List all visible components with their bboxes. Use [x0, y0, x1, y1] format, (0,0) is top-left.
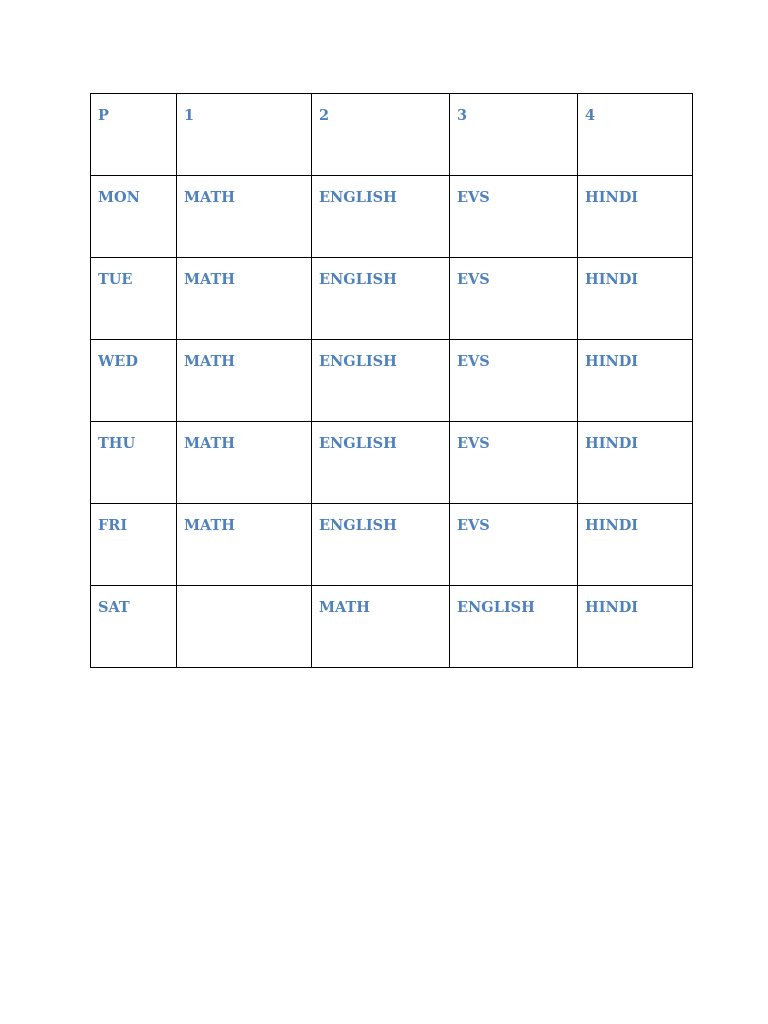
subject-cell: EVS [450, 504, 578, 586]
day-cell: SAT [91, 586, 177, 668]
subject-cell: EVS [450, 176, 578, 258]
subject-cell: ENGLISH [312, 176, 450, 258]
subject-cell: HINDI [578, 586, 693, 668]
table-row [91, 504, 693, 586]
day-cell: WED [91, 340, 177, 422]
subject-cell: ENGLISH [450, 586, 578, 668]
period-number-cell: 4 [578, 94, 693, 176]
day-cell: TUE [91, 258, 177, 340]
subject-cell: MATH [177, 422, 312, 504]
subject-cell: HINDI [578, 258, 693, 340]
subject-cell: ENGLISH [312, 340, 450, 422]
timetable-body [91, 94, 693, 668]
subject-cell: EVS [450, 340, 578, 422]
subject-cell: ENGLISH [312, 422, 450, 504]
subject-cell: MATH [177, 258, 312, 340]
subject-cell: HINDI [578, 422, 693, 504]
period-number-cell: 2 [312, 94, 450, 176]
timetable [90, 93, 693, 668]
subject-cell: HINDI [578, 340, 693, 422]
period-number-cell: 1 [177, 94, 312, 176]
subject-cell: MATH [177, 504, 312, 586]
table-row [91, 340, 693, 422]
subject-cell: EVS [450, 422, 578, 504]
subject-cell: MATH [177, 340, 312, 422]
day-cell: MON [91, 176, 177, 258]
period-number-cell: 3 [450, 94, 578, 176]
table-row [91, 176, 693, 258]
subject-cell: HINDI [578, 504, 693, 586]
subject-cell: HINDI [578, 176, 693, 258]
subject-cell [177, 586, 312, 668]
subject-cell: MATH [312, 586, 450, 668]
subject-cell: ENGLISH [312, 504, 450, 586]
period-header-cell: P [91, 94, 177, 176]
subject-cell: MATH [177, 176, 312, 258]
table-row [91, 258, 693, 340]
day-cell: THU [91, 422, 177, 504]
header-row [91, 94, 693, 176]
subject-cell: EVS [450, 258, 578, 340]
table-row [91, 422, 693, 504]
day-cell: FRI [91, 504, 177, 586]
table-row [91, 586, 693, 668]
subject-cell: ENGLISH [312, 258, 450, 340]
